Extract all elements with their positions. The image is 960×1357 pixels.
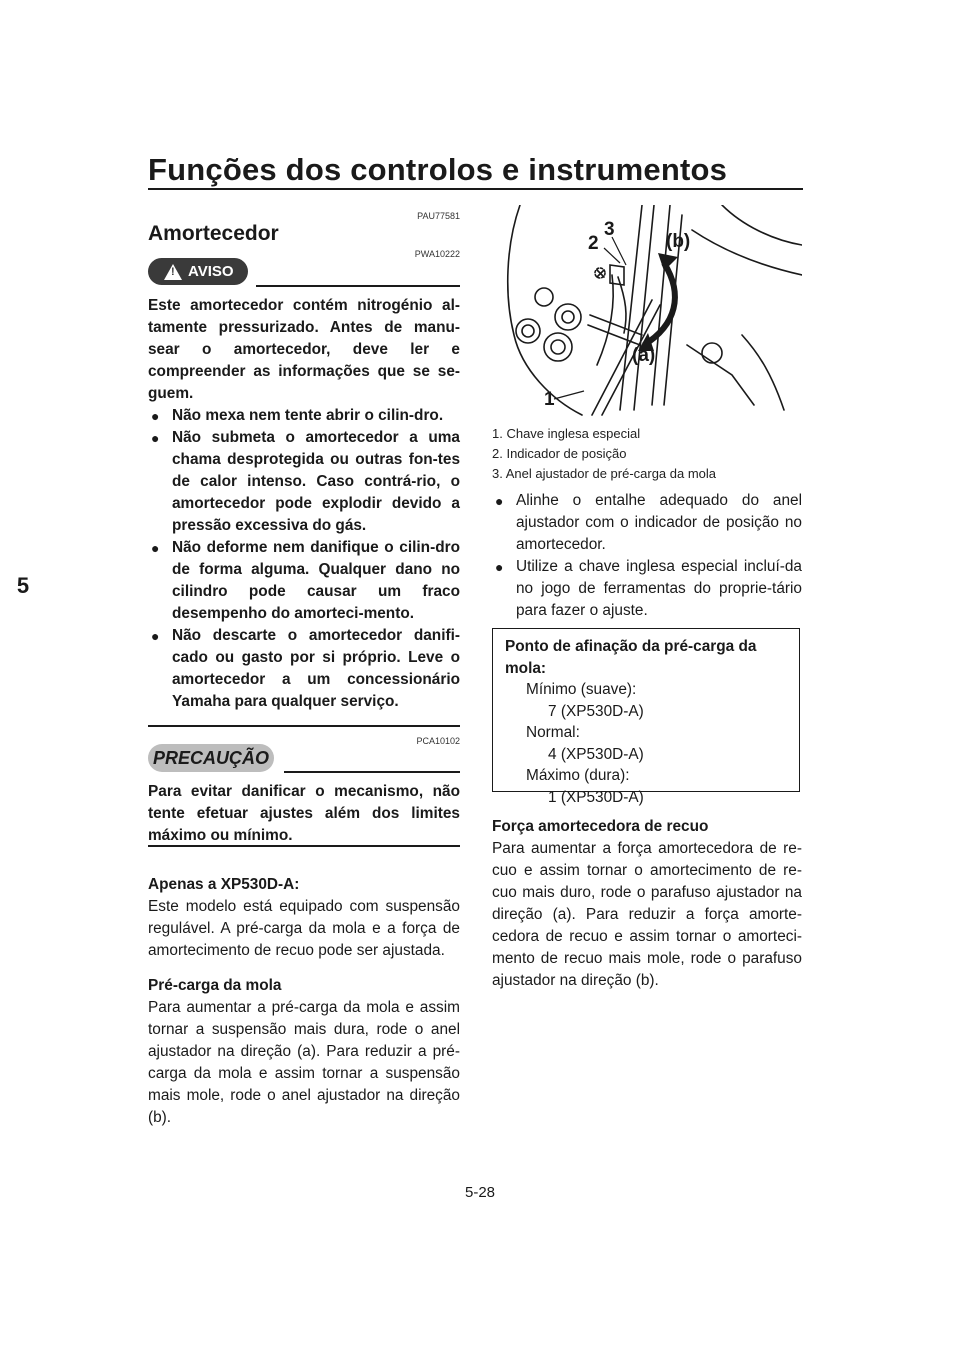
caution-top-rule — [284, 771, 460, 773]
page-number: 5-28 — [464, 1184, 496, 1201]
figure-label-a: (a) — [632, 345, 656, 366]
spec-min-label: Mínimo (suave): — [526, 681, 637, 698]
preload-spec-box — [492, 628, 800, 806]
warning-intro: Este amortecedor contém nitrogénio al-tamente pressurizado. Antes de manu-sear o amortecedor, deve ler e compreender as informações que se se-guem. — [148, 297, 460, 402]
chapter-number: 5 — [16, 573, 30, 598]
spec-title: Ponto de afinação da pré-carga da mola: — [505, 638, 757, 677]
warning-triangle-icon: ! — [164, 264, 182, 280]
instruction-item: ● Alinhe o entalhe adequado do anel ajustador com o indicador de posição no amortecedor. — [492, 490, 802, 556]
caution-code: PCA10102 — [416, 736, 460, 746]
rebound-section — [492, 816, 802, 992]
spec-min-value: 7 (XP530D-A) — [548, 702, 644, 720]
models-text: Este modelo está equipado com suspensão regulável. A pré-carga da mola e a força de amortecimento de recuo pode ser ajustada. — [148, 898, 460, 959]
warning-list — [148, 405, 460, 713]
section-code: PAU77581 — [417, 211, 460, 221]
preload-text: Para aumentar a pré-carga da mola e assim tornar a suspensão mais dura, rode o anel ajustador na direção (a). Para reduzir a pré-carga da mola e assim tornar a suspensão mais mole, rode o anel ajustador na direção (b). — [148, 999, 460, 1126]
shock-absorber-illustration — [492, 205, 802, 417]
rebound-heading: Força amortecedora de recuo — [492, 818, 709, 835]
rebound-text: Para aumentar a força amortecedora de re-cuo e assim tornar o amortecimento de re-cuo mais duro, rode o parafuso ajustador na direção (a). Para reduzir a força amorte-cedora de recuo e assim tornar o amorteci-mento de recuo mais mole, rode o parafuso ajustador na direção (b). — [492, 840, 802, 989]
warning-item: ● Não deforme nem danifique o cilin-dro de forma alguma. Qualquer dano no cilindro pode causar um fraco desempenho do amorteci-mento. — [148, 537, 460, 625]
caution-label: PRECAUÇÃO — [148, 744, 274, 772]
preload-section — [148, 975, 460, 1129]
preload-heading: Pré-carga da mola — [148, 977, 282, 994]
warning-item: ● Não descarte o amortecedor danifi-cado ou gasto por si próprio. Leve o amortecedor a um concessionário Yamaha para qualquer serviço. — [148, 625, 460, 713]
warning-body — [148, 295, 460, 713]
warning-top-rule — [256, 285, 460, 287]
warning-item: ● Não mexa nem tente abrir o cilin-dro. — [148, 405, 460, 427]
models-heading: Apenas a XP530D-A: — [148, 876, 300, 893]
figure-label-2: 2 — [588, 233, 599, 254]
section-heading: Amortecedor — [148, 222, 279, 245]
instruction-item: ● Utilize a chave inglesa especial incluí-da no jogo de ferramentas do proprie-tário para fazer o ajuste. — [492, 556, 802, 622]
caution-bottom-rule — [148, 845, 460, 847]
spec-max-value: 1 (XP530D-A) — [548, 788, 644, 806]
figure-label-1: 1 — [544, 389, 555, 410]
instructions — [492, 490, 802, 622]
spec-max-label: Máximo (dura): — [526, 767, 630, 784]
page-title: Funções dos controlos e instrumentos — [148, 152, 728, 187]
models-section — [148, 874, 460, 962]
caption-item: 1. Chave inglesa especial — [492, 426, 641, 441]
caption-item: 3. Anel ajustador de pré-carga da mola — [492, 466, 717, 481]
warning-item: ● Não submeta o amortecedor a uma chama desprotegida ou outras fon-tes de calor intenso. Caso contrá-rio, o amortecedor pode explodir devido a pressão excessiva do gás. — [148, 427, 460, 537]
figure-captions — [492, 424, 802, 484]
spec-normal-value: 4 (XP530D-A) — [548, 745, 644, 763]
caption-item: 2. Indicador de posição — [492, 446, 627, 461]
title-divider — [148, 188, 803, 190]
spec-normal-label: Normal: — [526, 724, 580, 741]
warning-code: PWA10222 — [414, 249, 460, 259]
warning-bottom-rule — [148, 725, 460, 727]
caution-text: Para evitar danificar o mecanismo, não tente efetuar ajustes além dos limites máximo ou mínimo. — [148, 783, 460, 844]
figure-label-b: (b) — [666, 231, 691, 252]
figure-label-3: 3 — [604, 219, 615, 240]
warning-label-text: AVISO — [188, 263, 234, 280]
warning-label — [148, 258, 248, 285]
instruction-list — [492, 490, 802, 622]
